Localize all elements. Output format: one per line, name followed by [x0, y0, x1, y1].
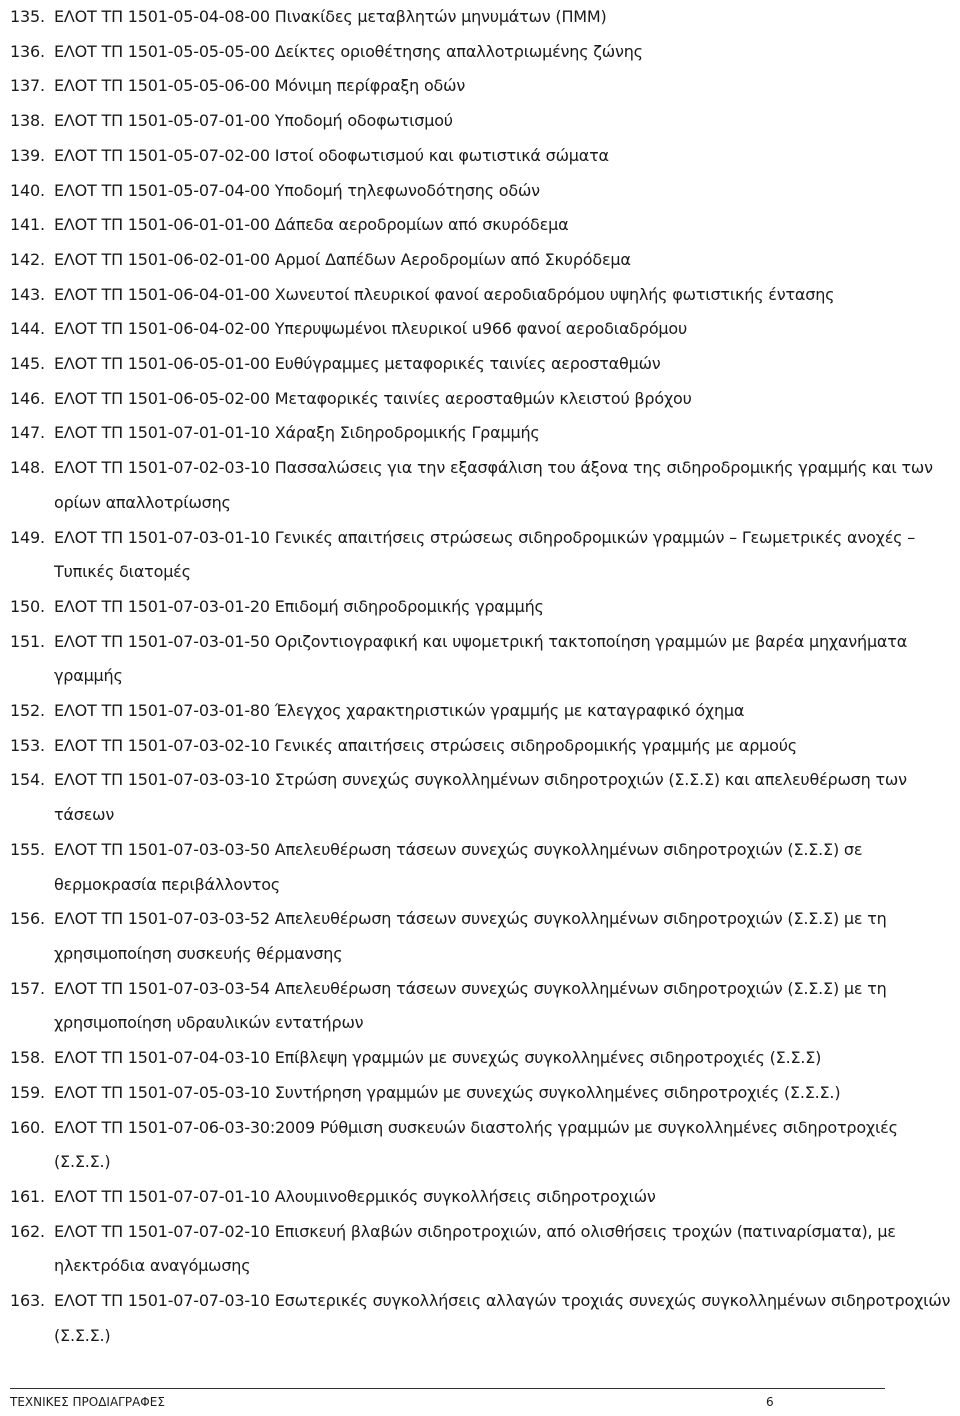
item-text: ΕΛΟΤ ΤΠ 1501-06-04-01-00 Χωνευτοί πλευρικοί φανοί αεροδιαδρόμου υψηλής φωτιστικής έντασης [54, 284, 835, 304]
item-text: ΕΛΟΤ ΤΠ 1501-07-03-01-20 Επιδομή σιδηροδρομικής γραμμής [54, 596, 544, 616]
item-text: ΕΛΟΤ ΤΠ 1501-07-03-03-52 Απελευθέρωση τάσεων συνεχώς συγκολλημένων σιδηροτροχιών (Σ.Σ.Σ) με τη χρησιμοποίηση συσκευής θέρμανσης [54, 909, 887, 963]
list-item [10, 763, 958, 832]
list-item [10, 1284, 958, 1353]
list-item [10, 312, 958, 347]
item-number: 143. [10, 284, 45, 304]
list-item [10, 1041, 958, 1076]
item-text: ΕΛΟΤ ΤΠ 1501-07-03-01-80 Έλεγχος χαρακτηριστικών γραμμής με καταγραφικό όχημα [54, 701, 745, 721]
item-number: 160. [10, 1117, 45, 1137]
list-item [10, 1180, 958, 1215]
item-text: ΕΛΟΤ ΤΠ 1501-07-03-01-50 Οριζοντιογραφική και υψομετρική τακτοποίηση γραμμών με βαρέα μηχανήματα γραμμής [54, 631, 908, 686]
item-text: ΕΛΟΤ ΤΠ 1501-07-03-01-10 Γενικές απαιτήσεις στρώσεως σιδηροδρομικών γραμμών – Γεωμετρικές ανοχές – Τυπικές διατομές [54, 527, 916, 582]
item-number: 138. [10, 111, 45, 131]
item-text: ΕΛΟΤ ΤΠ 1501-07-03-03-54 Απελευθέρωση τάσεων συνεχώς συγκολλημένων σιδηροτροχιών (Σ.Σ.Σ) με τη χρησιμοποίηση υδραυλικών εντατήρων [54, 978, 887, 1033]
list-item [10, 69, 958, 104]
item-number: 162. [10, 1221, 45, 1241]
item-number: 151. [10, 631, 45, 651]
page-footer [10, 1388, 885, 1409]
item-text: ΕΛΟΤ ΤΠ 1501-07-05-03-10 Συντήρηση γραμμών με συνεχώς συγκολλημένες σιδηροτροχιές (Σ.Σ.Σ.) [54, 1082, 841, 1102]
list-item [10, 347, 958, 382]
item-text: ΕΛΟΤ ΤΠ 1501-05-05-06-00 Μόνιμη περίφραξη οδών [54, 76, 466, 96]
list-item [10, 382, 958, 417]
item-number: 144. [10, 319, 45, 339]
item-text: ΕΛΟΤ ΤΠ 1501-07-03-02-10 Γενικές απαιτήσεις στρώσεις σιδηροδρομικής γραμμής με αρμούς [54, 735, 797, 755]
list-item [10, 104, 958, 139]
item-text: ΕΛΟΤ ΤΠ 1501-06-05-02-00 Μεταφορικές ταινίες αεροσταθμών κλειστού βρόχου [54, 388, 692, 408]
item-number: 161. [10, 1186, 45, 1206]
item-number: 135. [10, 7, 45, 26]
item-number: 157. [10, 978, 45, 998]
item-number: 163. [10, 1291, 45, 1311]
item-text: ΕΛΟΤ ΤΠ 1501-06-04-02-00 Υπερυψωμένοι πλευρικοί u966 φανοί αεροδιαδρόμου [54, 319, 688, 339]
item-text: ΕΛΟΤ ΤΠ 1501-07-04-03-10 Επίβλεψη γραμμών με συνεχώς συγκολλημένες σιδηροτροχιές (Σ.Σ.Σ) [54, 1048, 822, 1068]
item-text: ΕΛΟΤ ΤΠ 1501-05-07-01-00 Υποδομή οδοφωτισμού [54, 111, 453, 131]
list-item [10, 625, 958, 694]
list-item [10, 521, 958, 590]
list-item [10, 208, 958, 243]
item-number: 159. [10, 1082, 45, 1102]
item-text: ΕΛΟΤ ΤΠ 1501-07-07-02-10 Επισκευή βλαβών σιδηροτροχιών, από ολισθήσεις τροχών (πατιναρίσματα), με ηλεκτρόδια αναγόμωσης [54, 1221, 896, 1276]
list-item [10, 902, 958, 971]
list-item [10, 451, 958, 520]
list-item [10, 35, 958, 70]
item-number: 142. [10, 249, 45, 269]
item-number: 149. [10, 527, 45, 547]
item-number: 141. [10, 215, 45, 235]
item-text: ΕΛΟΤ ΤΠ 1501-07-07-03-10 Εσωτερικές συγκολλήσεις αλλαγών τροχιάς συνεχώς συγκολλημένων σιδηροτροχιών (Σ.Σ.Σ.) [54, 1291, 951, 1345]
item-number: 137. [10, 76, 45, 96]
item-text: ΕΛΟΤ ΤΠ 1501-07-01-01-10 Χάραξη Σιδηροδρομικής Γραμμής [54, 423, 540, 443]
list-item [10, 416, 958, 451]
item-number: 156. [10, 909, 45, 929]
spec-list [10, 0, 958, 1353]
list-item [10, 1111, 958, 1180]
list-item [10, 694, 958, 729]
item-text: ΕΛΟΤ ΤΠ 1501-07-03-03-50 Απελευθέρωση τάσεων συνεχώς συγκολλημένων σιδηροτροχιών (Σ.Σ.Σ) σε θερμοκρασία περιβάλλοντος [54, 839, 863, 894]
item-number: 146. [10, 388, 45, 408]
item-number: 147. [10, 423, 45, 443]
item-text: ΕΛΟΤ ΤΠ 1501-05-07-02-00 Ιστοί οδοφωτισμού και φωτιστικά σώματα [54, 145, 609, 165]
item-text: ΕΛΟΤ ΤΠ 1501-05-04-08-00 Πινακίδες μεταβλητών μηνυμάτων (ΠΜΜ) [54, 7, 607, 26]
list-item [10, 174, 958, 209]
item-text: ΕΛΟΤ ΤΠ 1501-07-07-01-10 Αλουμινοθερμικός συγκολλήσεις σιδηροτροχιών [54, 1186, 656, 1206]
item-number: 155. [10, 839, 45, 859]
item-number: 139. [10, 145, 45, 165]
list-item [10, 243, 958, 278]
item-text: ΕΛΟΤ ΤΠ 1501-05-05-05-00 Δείκτες οριοθέτησης απαλλοτριωμένης ζώνης [54, 41, 643, 61]
list-item [10, 833, 958, 902]
list-item [10, 729, 958, 764]
item-text: ΕΛΟΤ ΤΠ 1501-06-02-01-00 Αρμοί Δαπέδων Αεροδρομίων από Σκυρόδεμα [54, 249, 631, 269]
item-number: 150. [10, 596, 45, 616]
list-item [10, 278, 958, 313]
item-text: ΕΛΟΤ ΤΠ 1501-07-03-03-10 Στρώση συνεχώς συγκολλημένων σιδηροτροχιών (Σ.Σ.Σ) και απελευθέρωση των τάσεων [54, 770, 907, 825]
item-number: 158. [10, 1048, 45, 1068]
item-number: 152. [10, 701, 45, 721]
item-number: 148. [10, 458, 45, 478]
item-text: ΕΛΟΤ ΤΠ 1501-07-06-03-30:2009 Ρύθμιση συσκευών διαστολής γραμμών με συγκολλημένες σιδηροτροχιές (Σ.Σ.Σ.) [54, 1117, 898, 1172]
list-item [10, 590, 958, 625]
list-item [10, 1076, 958, 1111]
item-text: ΕΛΟΤ ΤΠ 1501-06-01-01-00 Δάπεδα αεροδρομίων από σκυρόδεμα [54, 215, 569, 235]
item-number: 136. [10, 41, 45, 61]
item-number: 145. [10, 354, 45, 374]
item-text: ΕΛΟΤ ΤΠ 1501-05-07-04-00 Υποδομή τηλεφωνοδότησης οδών [54, 180, 540, 200]
item-number: 153. [10, 735, 45, 755]
item-text: ΕΛΟΤ ΤΠ 1501-06-05-01-00 Ευθύγραμμες μεταφορικές ταινίες αεροσταθμών [54, 354, 661, 374]
list-item [10, 139, 958, 174]
list-item [10, 1215, 958, 1284]
item-text: ΕΛΟΤ ΤΠ 1501-07-02-03-10 Πασσαλώσεις για την εξασφάλιση του άξονα της σιδηροδρομικής γραμμής και των ορίων απαλλοτρίωσης [54, 458, 933, 512]
page-number: 6 [766, 1395, 774, 1409]
list-item [10, 972, 958, 1041]
item-number: 154. [10, 770, 45, 790]
footer-title: ΤΕΧΝΙΚΕΣ ΠΡΟΔΙΑΓΡΑΦΕΣ [10, 1395, 165, 1409]
item-number: 140. [10, 180, 45, 200]
list-item [10, 0, 958, 35]
